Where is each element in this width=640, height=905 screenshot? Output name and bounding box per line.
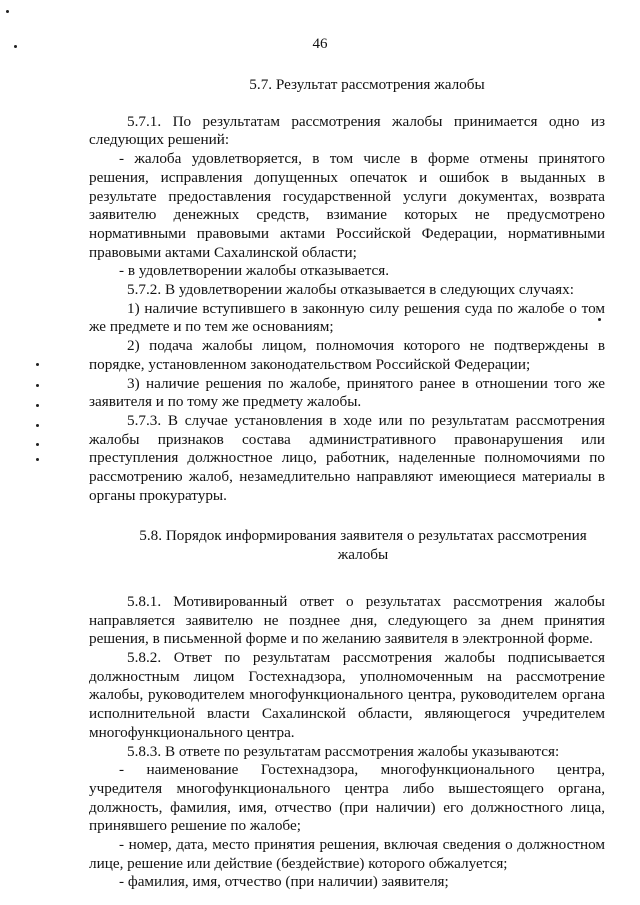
scan-dot [36,404,39,407]
paragraph-case-3: 3) наличие решения по жалобе, принятого ранее в отношении того же заявителя и по тому же предмету жалобы. [89,374,605,411]
paragraph-case-2: 2) подача жалобы лицом, полномочия которого не подтверждены в порядке, установленном законодательством Российской Федерации; [89,337,605,373]
scan-dot [36,424,39,427]
paragraph-5-8-2: 5.8.2. Ответ по результатам рассмотрения жалобы подписывается должностным лицом Гостехнадзора, уполномоченным на рассмотрение жалобы, руководителем многофункционального центра, руководителем органа исполнительной власти Сахалинской области, являющегося учредителем многофункционального центра. [89,648,605,741]
paragraph-5-8-1: 5.8.1. Мотивированный ответ о результатах рассмотрения жалобы направляется заявителю не позднее дня, следующего за днем принятия решения, в письменной форме и по желанию заявителя в электронной форме. [89,592,605,648]
paragraph-5-8-3: 5.8.3. В ответе по результатам рассмотрения жалобы указываются: [127,742,560,760]
paragraph-answer-item-2: - номер, дата, место принятия решения, включая сведения о должностном лице, решение или действие (бездействие) которого обжалуется; [89,836,605,872]
scan-dot [36,363,39,366]
scan-dot [36,458,39,461]
paragraph-case-1: 1) наличие вступившего в законную силу решения суда по жалобе о том же предмете и по тем же основаниям; [89,299,605,336]
scan-dot [36,384,39,387]
section-title-5-8: 5.8. Порядок информирования заявителя о результатах рассмотрения жалобы [139,527,587,564]
paragraph-answer-item-3: - фамилия, имя, отчество (при наличии) заявителя; [119,873,449,891]
paragraph-5-7-3: 5.7.3. В случае установления в ходе или по результатам рассмотрения жалобы признаков состава административного правонарушения или преступления должностное лицо, работник, наделенные полномочиями по рассмотрению жалоб, незамедлительно направляют имеющиеся материалы в органы прокуратуры. [89,411,605,504]
scan-dot [36,443,39,446]
section-title-5-7: 5.7. Результат рассмотрения жалобы [249,76,485,93]
paragraph-complaint-rejected: - в удовлетворении жалобы отказывается. [119,262,390,280]
paragraph-complaint-satisfied: - жалоба удовлетворяется, в том числе в форме отмены принятого решения, исправления допущенных опечаток и ошибок в выданных в результате предоставления государственной услуги документах, возврата заявителю денежных средств, взимание которых не предусмотрено нормативными правовыми актами Российской Федерации, нормативными правовыми актами Сахалинской области; [89,150,605,261]
document-body [89,76,605,892]
paragraph-5-7-1: 5.7.1. По результатам рассмотрения жалобы принимается одно из следующих решений: [89,112,605,149]
paragraph-answer-item-1: - наименование Гостехнадзора, многофункционального центра, учредителя многофункционального центра либо вышестоящего органа, должность, фамилия, имя, отчество (при наличии) его должностного лица, принявшего решение по жалобе; [89,761,605,835]
paragraph-5-7-2: 5.7.2. В удовлетворении жалобы отказывается в следующих случаях: [127,281,574,299]
scan-dot [6,10,9,13]
page-number: 46 [312,36,328,52]
